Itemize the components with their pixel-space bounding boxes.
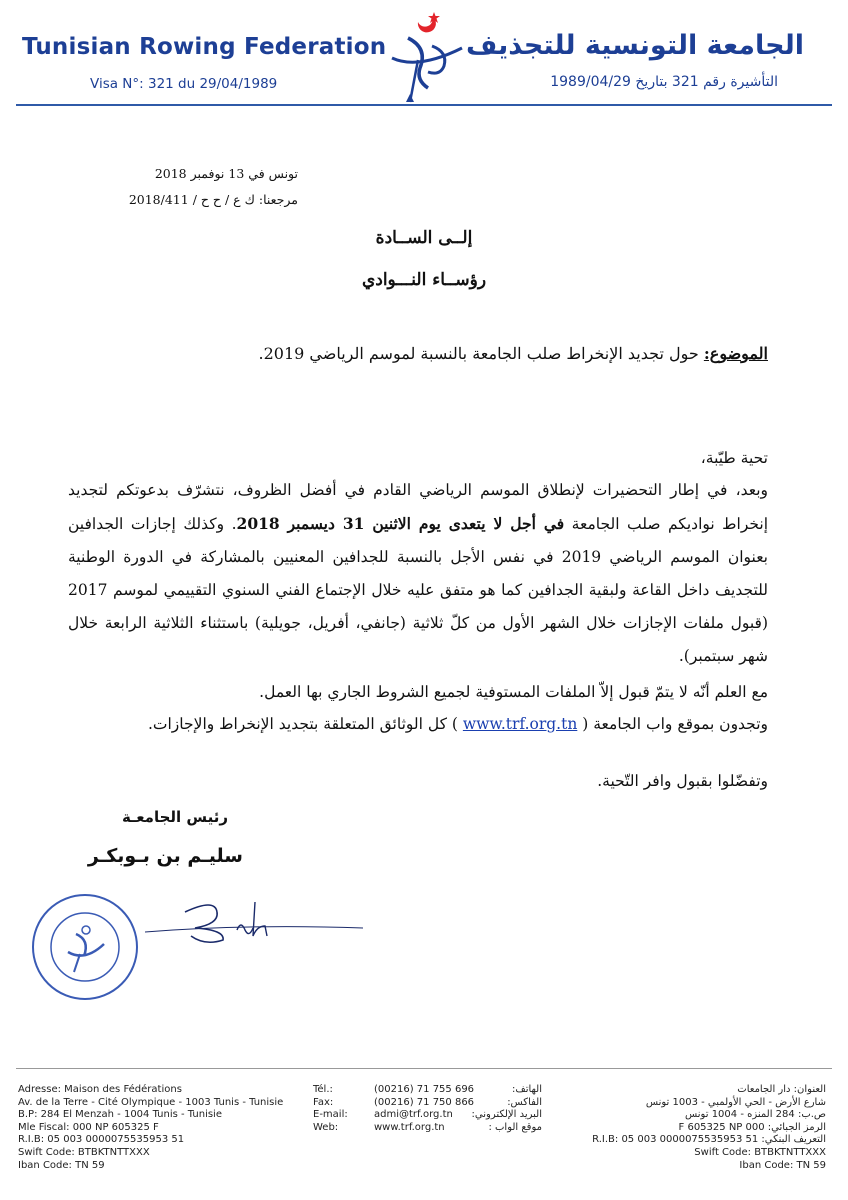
subject-text: حول تجديد الإنخراط صلب الجامعة بالنسبة لموسم الرياضي 2019. [258, 344, 704, 363]
footer-left-line: Iban Code: TN 59 [18, 1159, 105, 1171]
federation-stamp-icon [30, 892, 140, 1002]
signatory-title: رئيس الجامعـة [121, 808, 228, 826]
letter-closing: وتفضّلوا بقبول وافر التّحية. [597, 772, 768, 790]
addressee-line-2: رؤســاء النـــوادي [361, 270, 487, 290]
footer-right-line: التعريف البنكي: R.I.B: 05 003 0000075535953 51 [592, 1134, 826, 1146]
addressee-line-1: إلــى الســادة [375, 228, 473, 248]
footer-left-line: Swift Code: BTBKTNTTXXX [18, 1146, 150, 1158]
footer-divider [16, 1068, 832, 1069]
letter-note-2 [68, 708, 768, 741]
paragraph-deadline-bold: في أجل لا يتعدى يوم الاثنين 31 ديسمبر 2018 [236, 514, 565, 533]
footer-contact-label-ar: البريد الإلكتروني: [471, 1109, 542, 1121]
letter-reference: مرجعنا: ك ع / ح ح / 2018/411 [128, 192, 298, 207]
footer-contact-labels-arabic [471, 1084, 542, 1134]
footer-left-line: Adresse: Maison des Fédérations [18, 1084, 182, 1095]
footer-contact-label: E-mail: [313, 1109, 348, 1121]
footer-right-line: Swift Code: BTBKTNTTXXX [694, 1146, 826, 1158]
footer-contact-labels [313, 1084, 348, 1134]
footer-right-line: ص.ب: 284 المنزه - 1004 تونس [685, 1109, 826, 1121]
footer-address-french [18, 1084, 283, 1172]
footer-email[interactable]: admi@trf.org.tn [374, 1109, 453, 1121]
letter-subject [259, 344, 769, 363]
header-english-title: Tunisian Rowing Federation [22, 34, 387, 60]
footer-contact-label-ar: الفاكس: [507, 1096, 542, 1108]
footer-right-line: شارع الأرض - الحي الأولمبي - 1003 تونس [645, 1096, 826, 1108]
footer-fax: (00216) 71 750 866 [374, 1096, 475, 1108]
footer-left-line: Mle Fiscal: 000 NP 605325 F [18, 1121, 159, 1133]
note2-after: ) كل الوثائق المتعلقة بتجديد الإنخراط والإجازات. [147, 715, 463, 733]
footer-contact-label: Tél.: [313, 1084, 333, 1095]
footer-address-arabic [592, 1084, 826, 1172]
footer-contact-label-ar: موقع الواب : [488, 1121, 542, 1133]
paragraph-part-2: . وكذلك إجازات الجدافين بعنوان الموسم الرياضي 2019 في نفس الأجل بالنسبة للجدافين المعنيين بالمشاركة في الدورة الوطنية للتجديف داخل القاعة ولبقية الجدافين كما هو متفق عليه خلال الإجتماع الفني السنوي التقييمي لموسم 2017 (قبول ملفات الإجازات خلال الشهر الأول من كلّ ثلاثية (جانفي، أفريل، جويلية) باستثناء الثلاثية الرابعة خلال شهر سبتمبر). [68, 515, 768, 665]
federation-logo-icon [388, 8, 464, 104]
footer-right-line: الرمز الجبائي: F 605325 NP 000 [678, 1121, 826, 1133]
letter-greeting: تحية طيّبة، [700, 449, 768, 467]
footer-contact-values [374, 1084, 474, 1134]
header-english-visa: Visa N°: 321 du 29/04/1989 [90, 76, 278, 92]
footer-left-line: B.P: 284 El Menzah - 1004 Tunis - Tunisie [18, 1109, 222, 1121]
website-link[interactable]: www.trf.org.tn [462, 715, 578, 733]
note2-before: وتجدون بموقع واب الجامعة ( [577, 715, 768, 733]
handwritten-signature-icon [145, 890, 365, 950]
footer-contact-label-ar: الهاتف: [512, 1084, 542, 1095]
header-divider [16, 104, 832, 106]
footer-contact-label: Web: [313, 1121, 339, 1133]
subject-label: الموضوع: [703, 344, 768, 363]
paragraph-part-1: وبعد، في إطار التحضيرات لإنطلاق الموسم الرياضي القادم في أفضل الظروف، نتشرّف بدعوتكم لتجديد إنخراط نواديكم صلب الجامعة [68, 481, 768, 533]
footer-left-line: R.I.B: 05 003 0000075535953 51 [18, 1134, 185, 1146]
header-arabic-visa: التأشيرة رقم 321 بتاريخ 1989/04/29 [550, 74, 778, 90]
footer-website[interactable]: www.trf.org.tn [374, 1121, 445, 1133]
letter-date: تونس في 13 نوفمبر 2018 [154, 166, 298, 181]
footer-contact-label: Fax: [313, 1096, 334, 1108]
footer-left-line: Av. de la Terre - Cité Olympique - 1003 Tunis - Tunisie [18, 1096, 284, 1108]
letter-main-paragraph [68, 474, 768, 673]
letter-note-1: مع العلم أنّه لا يتمّ قبول إلاّ الملفات المستوفية لجميع الشروط الجاري بها العمل. [259, 683, 768, 701]
footer-right-line: Iban Code: TN 59 [739, 1159, 826, 1171]
footer-right-line: العنوان: دار الجامعات [737, 1084, 826, 1095]
footer-phone: (00216) 71 755 696 [374, 1084, 475, 1095]
header-arabic-title: الجامعة التونسية للتجذيف [465, 30, 804, 61]
signatory-name: سليـم بن بـوبكـر [87, 845, 243, 867]
